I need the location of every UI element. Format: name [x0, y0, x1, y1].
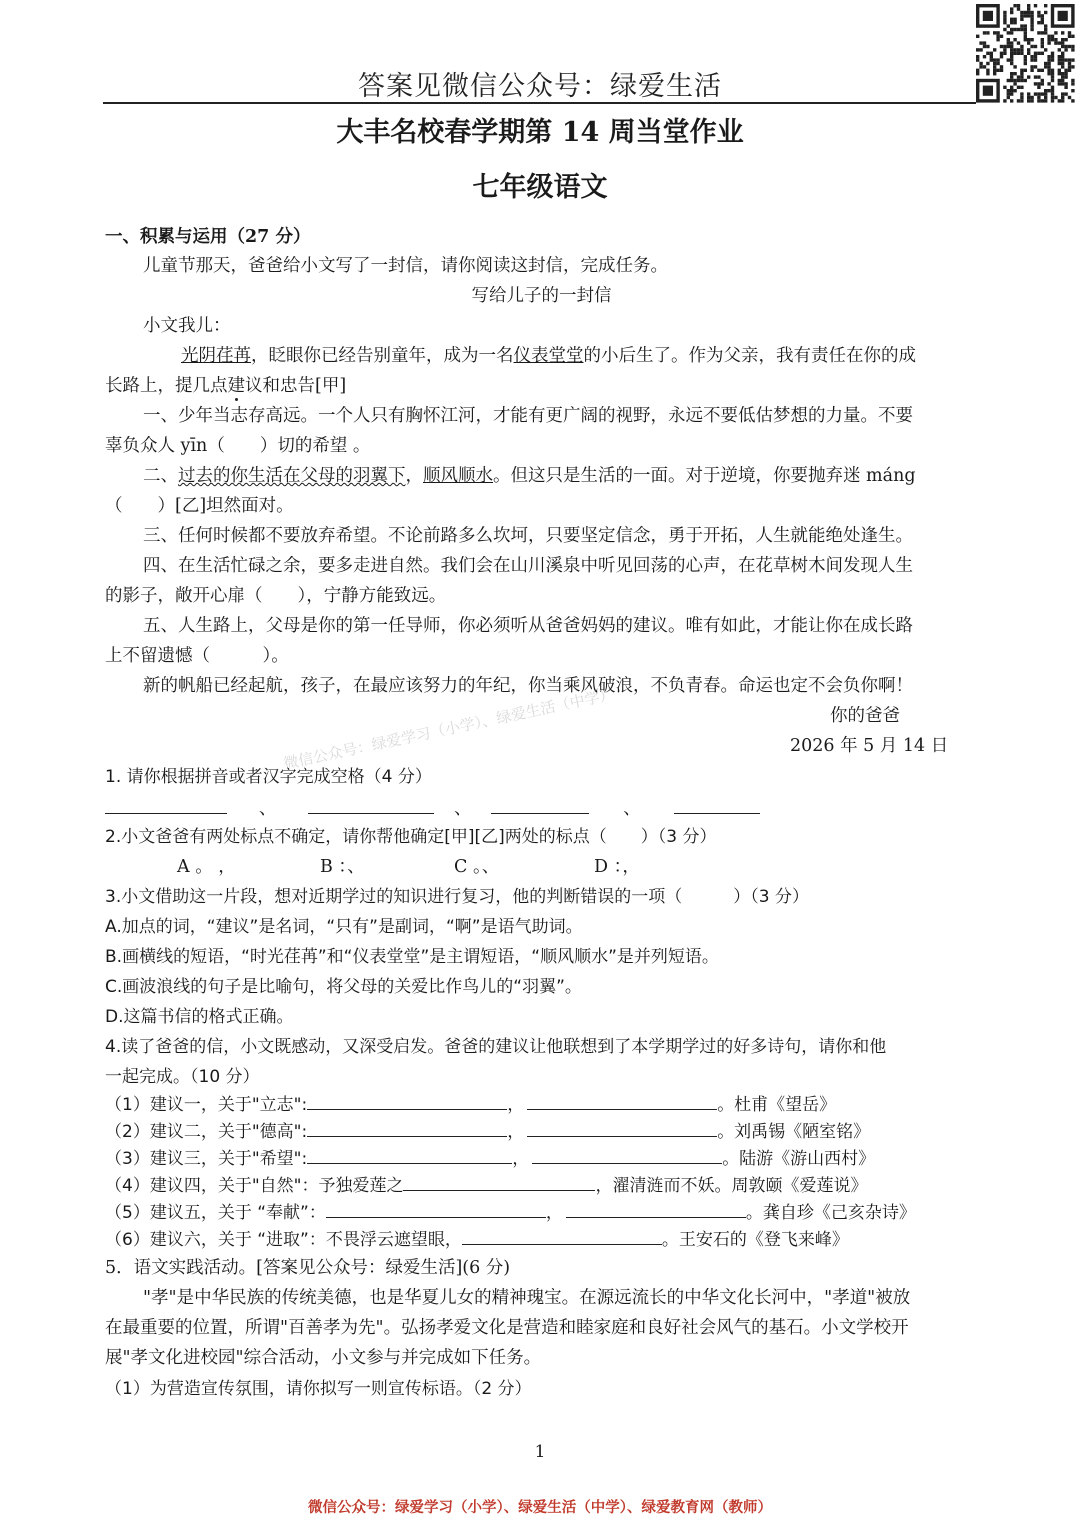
answer-blank[interactable] — [308, 795, 434, 814]
separator: 、 — [258, 799, 277, 819]
poem-source: 。陆游《游山西村》 — [722, 1149, 876, 1169]
footer-note: 微信公众号：绿爱学习（小学）、绿爱生活（中学）、绿爱教育网（教师） — [308, 1500, 772, 1516]
poem-prompt: （2）建议二，关于"德高": — [105, 1122, 308, 1142]
underlined-phrase: 仪表堂堂 — [513, 346, 584, 366]
option-c[interactable]: C.画波浪线的句子是比喻句，将父母的关爱比作鸟儿的“羽翼”。 — [105, 977, 582, 997]
question-5-paragraph: 展"孝文化进校园"综合活动，小文参与并完成如下任务。 — [105, 1348, 542, 1368]
question-5: 5．语文实践活动。[答案见公众号：绿爱生活](6 分) — [105, 1258, 511, 1278]
poem-prompt: （1）建议一，关于"立志": — [105, 1095, 308, 1115]
question-5-paragraph: "孝"是中华民族的传统美德，也是华夏儿女的精神瑰宝。在源远流长的中华文化长河中，"孝道"被放 — [143, 1288, 911, 1308]
question-2-options — [105, 852, 1050, 882]
underlined-phrase: 顺风顺水 — [423, 466, 493, 486]
letter-signature: 你的爸爸 — [830, 706, 900, 726]
answer-blank[interactable] — [566, 1199, 746, 1218]
question-5-sub1: （1）为营造宣传氛围，请你拟写一则宣传标语。（2 分） — [105, 1379, 532, 1399]
poem-prompt: （4）建议四，关于"自然"：予独爱莲之 — [105, 1176, 404, 1196]
poem-item — [105, 1144, 978, 1174]
answer-blank[interactable] — [527, 1091, 717, 1110]
answer-blank[interactable] — [307, 1118, 507, 1137]
poem-item — [105, 1171, 978, 1201]
answer-blank[interactable] — [307, 1091, 507, 1110]
poem-prompt: （6）建议六，关于 “进取”：不畏浮云遮望眼， — [105, 1230, 462, 1250]
answer-blank[interactable] — [403, 1172, 595, 1191]
answer-blank[interactable] — [462, 1226, 662, 1245]
separator: 、 — [623, 799, 641, 819]
option-b[interactable]: B ：、 — [320, 857, 365, 877]
letter-salutation: 小文我儿： — [143, 316, 231, 336]
letter-paragraph — [105, 371, 978, 401]
page-title: 大丰名校春学期第 14 周当堂作业 — [336, 117, 744, 148]
answer-blank[interactable] — [326, 1199, 546, 1218]
watermark: 微信公众号：绿爱学习（小学）、绿爱生活（中学） — [281, 685, 616, 773]
letter-paragraph: 新的帆船已经起航，孩子，在最应该努力的年纪，你当乘风破浪，不负青春。命运也定不会负你啊！ — [143, 676, 913, 696]
text-span: 二、 — [143, 466, 178, 486]
poem-item — [105, 1117, 978, 1147]
letter-paragraph: 的影子，敞开心扉（ ），宁静方能致远。 — [105, 586, 447, 606]
question-4: 4.读了爸爸的信，小文既感动，又深受启发。爸爸的建议让他联想到了本学期学过的好多诗句，请你和他 — [105, 1037, 887, 1057]
intro-text: 儿童节那天，爸爸给小文写了一封信，请你阅读这封信，完成任务。 — [143, 256, 668, 276]
letter-title: 写给儿子的一封信 — [471, 286, 612, 306]
question-1: 1. 请你根据拼音或者汉字完成空格（4 分） — [105, 767, 432, 787]
answer-blank[interactable] — [491, 795, 589, 814]
letter-paragraph: 三、任何时候都不要放弃希望。不论前路多么坎坷，只要坚定信念，勇于开拓，人生就能绝处逢生。 — [143, 526, 913, 546]
poem-item — [105, 1225, 978, 1255]
letter-date: 2026 年 5 月 14 日 — [790, 736, 949, 756]
text-span: 长路上，提几点 — [105, 376, 228, 396]
wavy-underlined-sentence: 过去的你生活在父母的羽翼下 — [178, 466, 406, 486]
option-d[interactable]: D.这篇书信的格式正确。 — [105, 1007, 294, 1027]
letter-paragraph: 上不留遗憾（ ）。 — [105, 646, 289, 666]
option-b[interactable]: B.画横线的短语，“时光荏苒”和“仪表堂堂”是主谓短语，“顺风顺水”是并列短语。 — [105, 947, 719, 967]
answer-blanks-row — [105, 794, 978, 824]
letter-paragraph: 四、在生活忙碌之余，要多走进自然。我们会在山川溪泉中听见回荡的心声，在花草树木间发现人生 — [143, 556, 913, 576]
answer-blank[interactable] — [527, 1118, 717, 1137]
poem-source: ，濯清涟而不妖。周敦颐《爱莲说》 — [595, 1176, 868, 1196]
question-3: 3.小文借助这一片段，想对近期学过的知识进行复习，他的判断错误的一项（ ）（3 分） — [105, 887, 809, 907]
separator: ， — [507, 1122, 525, 1142]
poem-source: 。杜甫《望岳》 — [717, 1095, 837, 1115]
letter-paragraph: 辜负众人 yīn（ ）切的希望 。 — [105, 436, 371, 456]
header-note: 答案见微信公众号：绿爱生活 — [358, 71, 722, 102]
question-2: 2.小文爸爸有两处标点不确定，请你帮他确定[甲][乙]两处的标点（ ）（3 分） — [105, 827, 717, 847]
answer-blank[interactable] — [307, 1145, 512, 1164]
separator: ， — [507, 1095, 525, 1115]
poem-prompt: （3）建议三，关于"希望": — [105, 1149, 308, 1169]
option-d[interactable]: D ：， — [594, 857, 640, 877]
text-span: 。但这只是生活的一面。对于逆境，你要抛弃迷 máng — [493, 466, 916, 486]
separator: ， — [545, 1203, 563, 1223]
question-5-paragraph: 在最重要的位置，所谓"百善孝为先"。弘扬孝爱文化是营造和睦家庭和良好社会风气的基石。小文学校开 — [105, 1318, 909, 1338]
page-number: 1 — [534, 1442, 546, 1462]
poem-source: 。王安石的《登飞来峰》 — [661, 1230, 849, 1250]
answer-blank[interactable] — [105, 795, 227, 814]
letter-paragraph — [105, 461, 1016, 491]
separator: 、 — [453, 799, 472, 819]
underlined-phrase: 光阴荏苒 — [181, 346, 251, 366]
header-rule — [103, 102, 976, 104]
poem-item — [105, 1090, 978, 1120]
answer-blank[interactable] — [532, 1145, 722, 1164]
section-heading: 一、积累与运用（27 分） — [105, 227, 311, 247]
page-subtitle: 七年级语文 — [472, 172, 608, 203]
text-span: 议和忠告[甲] — [245, 376, 347, 396]
text-span: ，眨眼你已经告别童年，成为一名 — [251, 346, 514, 366]
letter-paragraph — [105, 341, 1054, 371]
letter-paragraph: 五、人生路上，父母是你的第一任导师，你必须听从爸爸妈妈的建议。唯有如此，才能让你在成长路 — [143, 616, 913, 636]
letter-paragraph: （ ）[乙]坦然面对。 — [105, 496, 294, 516]
text-span: 的小后生了。作为父亲，我有责任在你的成 — [583, 346, 916, 366]
text-span: ， — [405, 466, 423, 486]
poem-item — [105, 1198, 978, 1228]
letter-paragraph: 一、少年当志存高远。一个人只有胸怀江河，才能有更广阔的视野，永远不要低估梦想的力量。不要 — [143, 406, 913, 426]
option-c[interactable]: C 。、 — [454, 857, 500, 877]
answer-blank[interactable] — [674, 795, 760, 814]
poem-source: 。龚自珍《己亥杂诗》 — [745, 1203, 916, 1223]
poem-prompt: （5）建议五，关于 “奉献”： — [105, 1203, 326, 1223]
option-a[interactable]: A.加点的词，“建议”是名词，“只有”是副词，“啊”是语气助词。 — [105, 917, 583, 937]
option-a[interactable]: A 。 ， — [177, 857, 236, 877]
poem-source: 。刘禹锡《陋室铭》 — [717, 1122, 871, 1142]
dotted-word: 建 — [227, 376, 245, 396]
separator: ， — [512, 1149, 530, 1169]
question-4-cont: 一起完成。（10 分） — [105, 1067, 260, 1087]
